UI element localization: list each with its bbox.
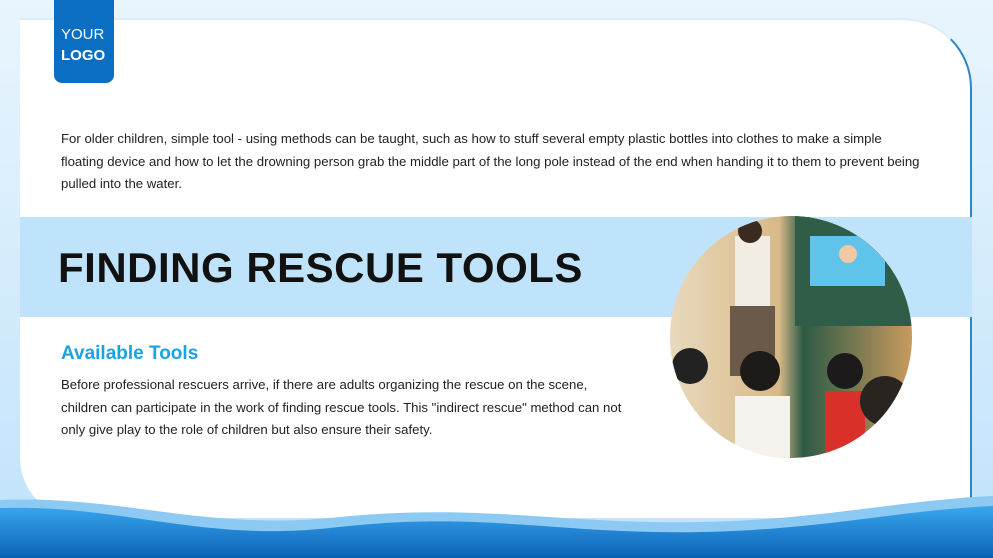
photo-illustration <box>670 216 912 458</box>
slide-title: FINDING RESCUE TOOLS <box>58 244 583 291</box>
logo: YOUR LOGO <box>54 0 114 83</box>
wave-decoration <box>0 480 993 558</box>
intro-paragraph: For older children, simple tool - using methods can be taught, such as how to stuff several empty plastic bottles into clothes to make a simple floating device and how to let the drowning person grab the middle part of the long pole instead of the end when handing it to them to prevent being pulled into the water. <box>61 131 920 191</box>
section-heading: Available Tools <box>61 343 199 364</box>
classroom-photo <box>670 216 912 458</box>
section-body: Before professional rescuers arrive, if there are adults organizing the rescue on the scene, children can participate in the work of finding rescue tools. This "indirect rescue" method can not only give play to the role of children but also ensure their safety. <box>61 377 622 437</box>
